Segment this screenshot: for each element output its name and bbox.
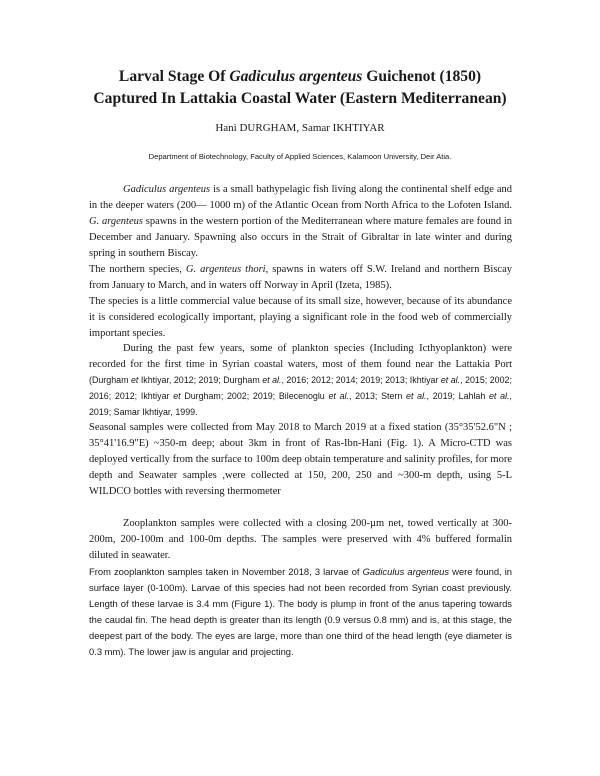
citation-italic: et al. xyxy=(328,390,349,401)
paragraph-text: spawns in waters off S.W. Ireland and northern Biscay from January to March, and in waters off Norway in April (Izeta, 1985). xyxy=(89,264,512,291)
paragraph-larvae-description xyxy=(89,564,512,659)
paragraph-text: were found, in surface layer (0-100m). Larvae of this species had not been recorded from Syrian coast previously. Length of these larvae is 3.4 mm (Figure 1). The body is plump in front of the anus tapering towards the caudal fin. The head depth is greater than its length (0.9 versus 0.8 mm) and is, at this stage, the deepest part of the body. The eyes are large, more than one third of the head length (eye diameter is 0.3 mm). The lower jaw is angular and projecting. xyxy=(89,566,513,657)
citation-text: , 2016; 2012; 2014; 2019; 2013; Ikhtiyar xyxy=(281,374,441,385)
affiliation: Department of Biotechnology, Faculty of Applied Sciences, Kalamoon University, Deir Atia. xyxy=(148,152,452,161)
citation-text: , 2013; Stern xyxy=(348,390,407,401)
citation-text: , 2019; Samar Ikhtiyar, 1999. xyxy=(89,390,512,417)
citation-italic: et xyxy=(130,374,139,385)
citation-italic: et al. xyxy=(262,374,282,385)
paragraph-text: From zooplankton samples taken in November 2018, 3 larvae of xyxy=(89,566,363,577)
citation-italic: et al. xyxy=(440,374,461,385)
citation-italic: et al. xyxy=(489,390,510,401)
species-name: Gadiculus argenteus xyxy=(123,184,211,195)
paragraph-text: The northern species, xyxy=(89,264,186,275)
title-text: Guichenot (1850) xyxy=(362,68,482,85)
citation-text: (Durgham xyxy=(89,374,131,385)
title-text: Larval Stage Of xyxy=(118,68,230,85)
paragraph-plankton-records xyxy=(89,341,512,421)
paragraph-northern-species xyxy=(89,262,512,294)
citation-italic: et al. xyxy=(406,390,427,401)
paragraph-text: spawns in the western portion of the Mediterranean where mature females are found in December and January. Spawning also occurs in the Strait of Gibraltar in late winter and during spring in southern Biscay. xyxy=(89,215,512,259)
citation-text: , 2015; 2002; 2016; 2012; Ikhtiyar xyxy=(89,374,512,401)
title-line-1 xyxy=(40,66,560,88)
paragraph-text: During the past few years, some of plankton species (Including Icthyoplankton) were recorded for the first time in Syrian coastal waters, most of them found near the Lattakia Port xyxy=(89,343,512,370)
paragraph-intro xyxy=(89,182,512,262)
citation-text: , 2019; Lahlah xyxy=(426,390,489,401)
paper-title xyxy=(40,66,560,110)
title-line-2: Captured In Lattakia Coastal Water (Eastern Mediterranean) xyxy=(93,90,507,107)
authors: Hani DURGHAM, Samar IKHTIYAR xyxy=(215,122,385,134)
title-species-name: Gadiculus argenteus xyxy=(229,68,363,85)
paragraph-sampling-methods: Seasonal samples were collected from May 2018 to March 2019 at a fixed station (35°35'52.6"N ; 35°41'16.9"E) ~350-m deep; about 3km in front of Ras-Ibn-Hani (Fig. 1). A Micro-CTD was deployed vertically from the surface to 100m deep obtain temperature and salinity profiles, for more depth and Seawater samples ,were collected at 150, 200, 250 and ~300-m depth, using 5-L WILDCO bottles with reversing thermometer xyxy=(89,422,512,497)
citation-list xyxy=(89,375,512,417)
paragraph-text: is a small bathypelagic fish living along the continental shelf edge and in the deeper waters (200— 1000 m) of the Atlantic Ocean from North Africa to the Lofoten Island. xyxy=(89,184,512,211)
citation-text: Ikhtiyar, 2012; 2019; Durgham xyxy=(138,374,263,385)
citation-text: Durgham; 2002; 2019; Bilecenoglu xyxy=(180,390,329,401)
species-name: G. argenteus xyxy=(89,215,143,227)
paragraph-commercial-value: The species is a little commercial value because of its small size, however, because of its abundance it is considered ecologically important, playing a significant role in the food web of commercially important species. xyxy=(89,296,512,339)
citation-italic: et xyxy=(173,390,181,401)
paragraph-zooplankton-samples: Zooplankton samples were collected with a closing 200-µm net, towed vertically at 300-200m, 200-100m and 100-0m depths. The samples were preserved with 4% buffered formalin diluted in seawater. xyxy=(89,518,512,561)
species-name: G. argenteus thori, xyxy=(185,264,269,275)
species-name: Gadiculus argenteus xyxy=(362,566,450,577)
